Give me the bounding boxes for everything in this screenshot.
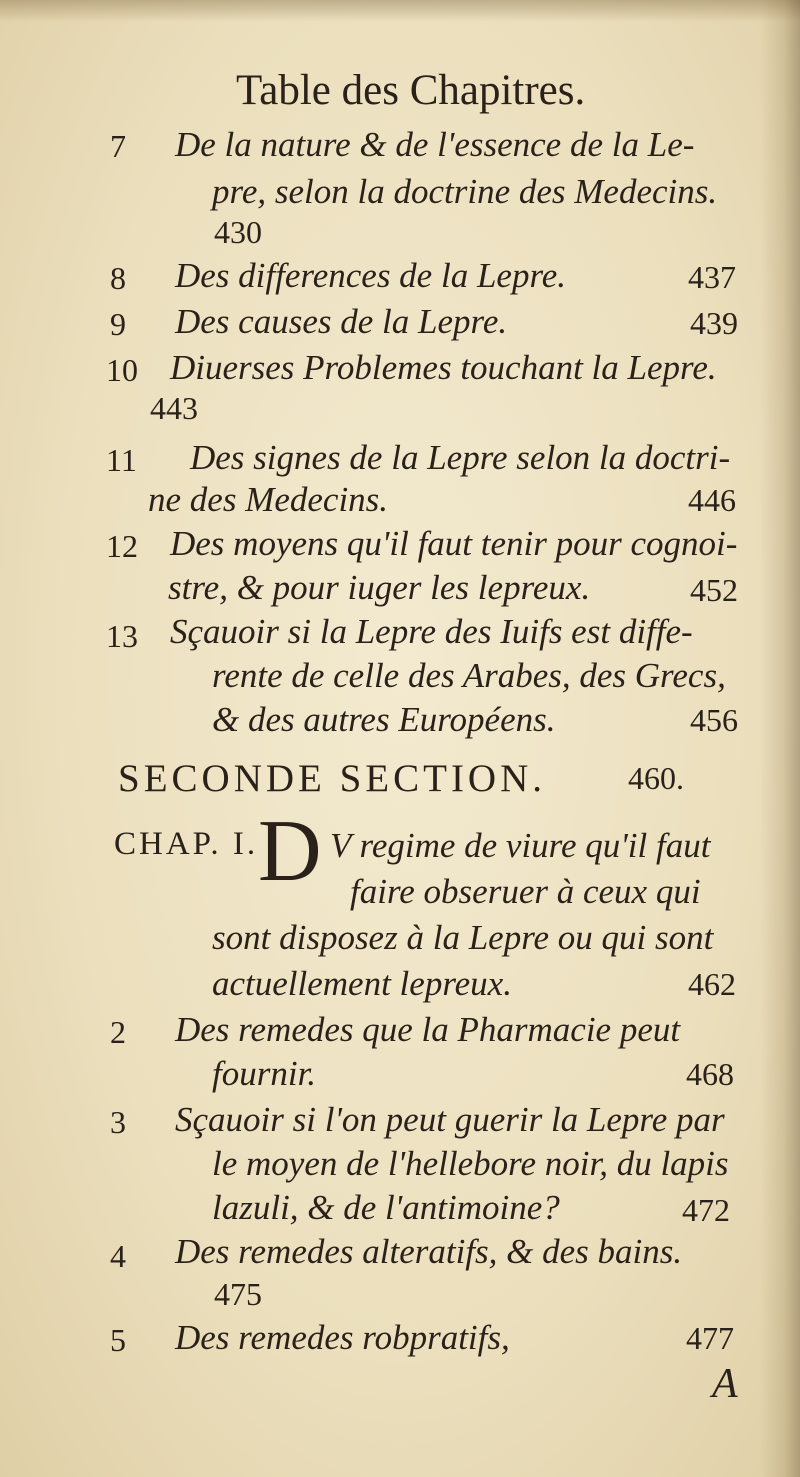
chapter-number: 3: [110, 1104, 126, 1140]
chapter-number: 2: [110, 1014, 126, 1050]
chapter-page: 437: [688, 259, 736, 295]
chapter-title-line: Des remedes que la Pharmacie peut: [175, 1010, 681, 1049]
chapter-title-line: Des moyens qu'il faut tenir pour cognoi-: [170, 524, 738, 563]
chapter-title-line: Sçauoir si la Lepre des Iuifs est diffe-: [170, 612, 693, 651]
chapter-page: 472: [682, 1192, 730, 1228]
chapter-number: 8: [110, 260, 126, 296]
chapter-title-line: stre, & pour iuger les lepreux.: [168, 568, 591, 607]
chapter-title-line: Des remedes alteratifs, & des bains.: [175, 1232, 683, 1271]
chapter-title-line: rente de celle des Arabes, des Grecs,: [212, 656, 726, 695]
chapter-title-line: lazuli, & de l'antimoine?: [212, 1188, 560, 1227]
chapter-title-line: Des causes de la Lepre.: [175, 302, 508, 341]
chapter-title-line: faire obseruer à ceux qui: [350, 872, 701, 911]
chapter-number: 4: [110, 1238, 126, 1274]
chapter-title-line: Des remedes robpratifs,: [175, 1318, 510, 1357]
chapter-number: 11: [106, 442, 137, 478]
chapter-title-line: pre, selon la doctrine des Medecins.: [212, 172, 718, 211]
chapter-page: 456: [690, 702, 738, 738]
section-page: 460.: [628, 760, 684, 796]
chapter-title-line: Des signes de la Lepre selon la doctri-: [190, 438, 731, 477]
section-heading: SECONDE SECTION.: [118, 757, 547, 800]
drop-cap: D: [258, 803, 322, 900]
chapter-title-line: fournir.: [212, 1054, 317, 1093]
chapter-number: 12: [106, 528, 138, 564]
chapter-number: 13: [106, 618, 138, 654]
catchword: A: [712, 1361, 738, 1407]
chapter-title-line: Des differences de la Lepre.: [175, 256, 567, 295]
chapter-title-line: sont disposez à la Lepre ou qui sont: [212, 918, 714, 957]
page-gutter-shadow: [760, 0, 800, 1477]
chapter-number: 5: [110, 1322, 126, 1358]
chapter-page: 477: [686, 1320, 734, 1356]
chapter-label: CHAP. I.: [114, 826, 259, 862]
chapter-title-line: De la nature & de l'essence de la Le-: [175, 125, 695, 164]
chapter-page: 439: [690, 305, 738, 341]
chapter-title-line: V regime de viure qu'il faut: [330, 826, 711, 865]
chapter-title-line: le moyen de l'hellebore noir, du lapis: [212, 1144, 729, 1183]
chapter-page: 452: [690, 572, 738, 608]
chapter-number: 7: [110, 128, 126, 164]
chapter-page: 430: [214, 214, 262, 250]
page-top-shadow: [0, 0, 800, 22]
chapter-title-line: Diuerses Problemes touchant la Lepre.: [170, 348, 717, 387]
chapter-number: 9: [110, 306, 126, 342]
chapter-page: 443: [150, 390, 198, 426]
chapter-title-line: & des autres Européens.: [212, 700, 556, 739]
chapter-title-line: Sçauoir si l'on peut guerir la Lepre par: [175, 1100, 725, 1139]
chapter-number: 10: [106, 352, 138, 388]
chapter-page: 446: [688, 482, 736, 518]
chapter-page: 462: [688, 966, 736, 1002]
chapter-page: 468: [686, 1056, 734, 1092]
chapter-page: 475: [214, 1276, 262, 1312]
chapter-title-line: ne des Medecins.: [148, 480, 389, 519]
chapter-title-line: actuellement lepreux.: [212, 964, 512, 1003]
page-title: Table des Chapitres.: [236, 67, 586, 114]
